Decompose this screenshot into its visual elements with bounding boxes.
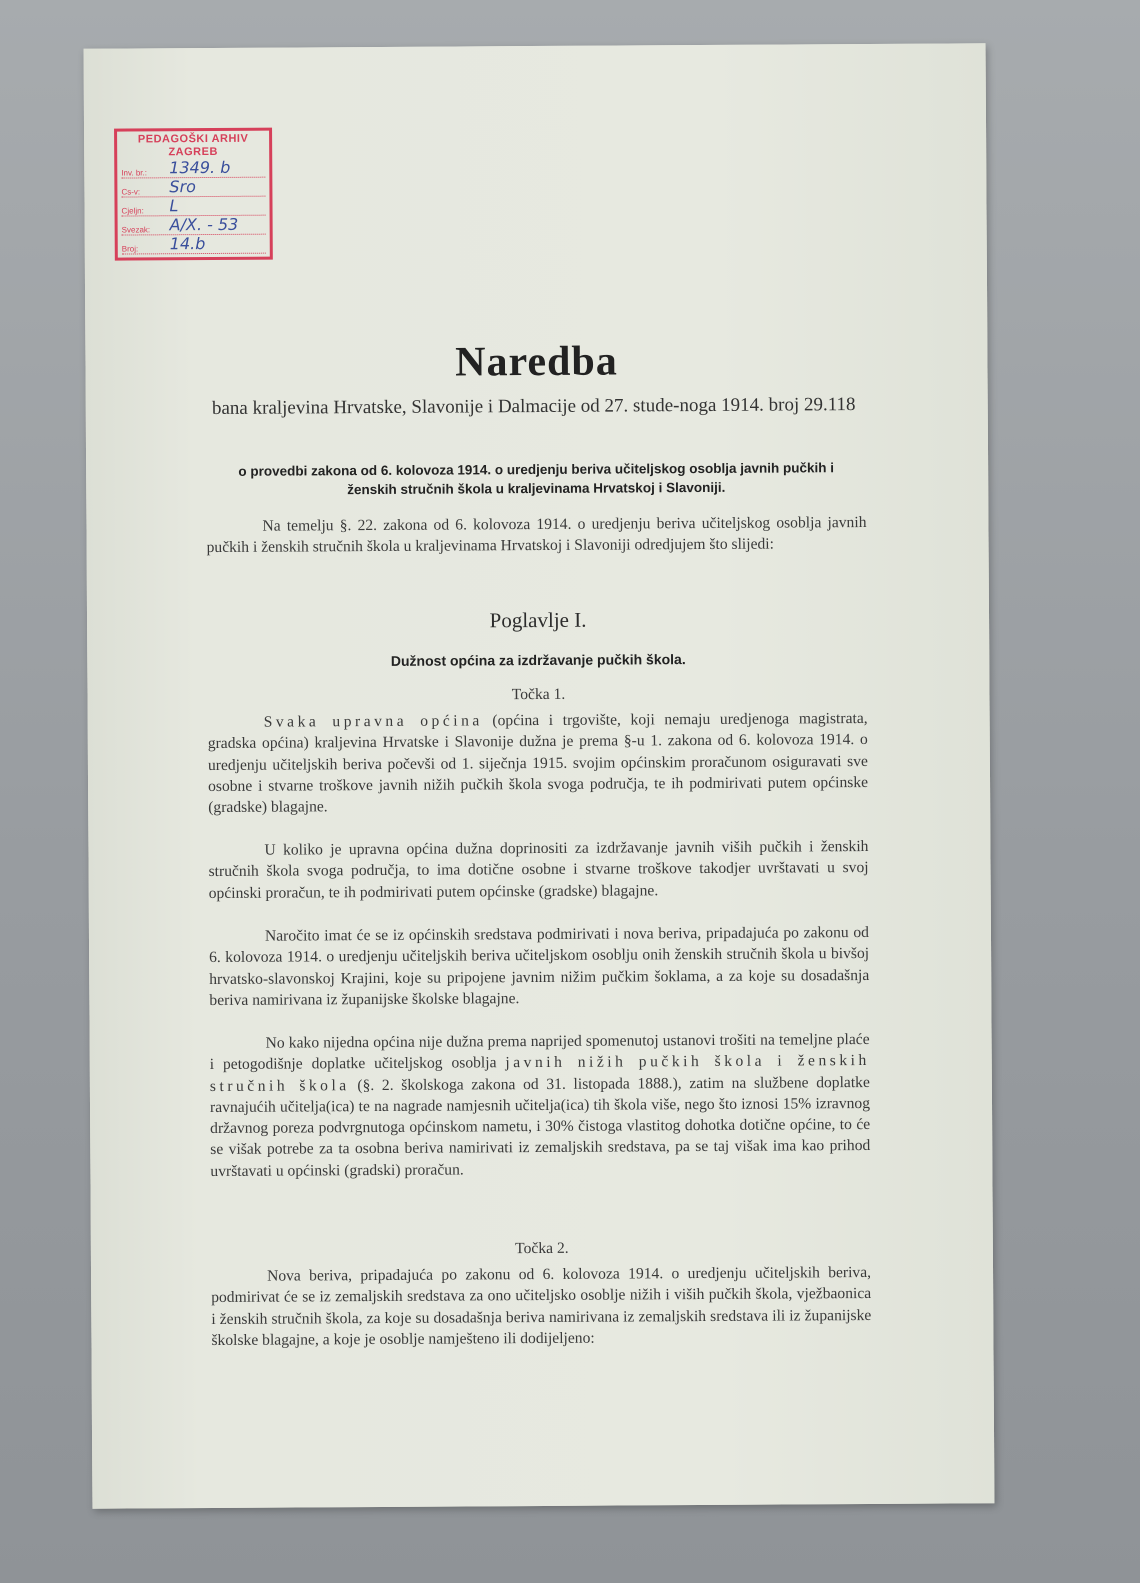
document-title: Naredba xyxy=(455,338,618,386)
stamp-label: Broj: xyxy=(121,244,139,254)
chapter-subheading: Dužnost općina za izdržavanje pučkih škola. xyxy=(390,651,686,669)
paragraph-text: (§. 2. školskoga zakona od 31. listopada 1888.), zatim na službene doplatke ravnajućih učitelja(ica) te na nagrade namjesnih učitelja(ica) tih škola više, nego što iznosi 15% izravnog državnog poreza podvrgnutoga općinskom nametu, i 30% čistoga vlastitog dohotka dotične općine, to će se višak potrebe za ta osobna beriva namirivati iz zemaljskih sredstava, pa se taj višak ima kao prihod uvrštavati u općinski (gradski) proračun. xyxy=(209,1073,871,1180)
archive-stamp xyxy=(114,128,273,261)
paragraph: U koliko je upravna općina dužna doprinositi za izdržavanje javnih viših pučkih i ženskih stručnih škola svoga područja, to ima dotične osobne i stvarne troškove takodjer uvrštavati u svoj općinski proračun, te ih podmirivati putem općinske (gradske) blagajne. xyxy=(208,837,869,902)
document-page xyxy=(84,43,995,1508)
stamp-label: Svezak: xyxy=(121,225,151,235)
document-subtitle: bana kraljevina Hrvatske, Slavonije i Dalmacije od 27. stude-noga 1914. broj 29.118 xyxy=(211,394,856,419)
emphasized-text: javnih nižih pučkih škola i ženskih stručnih škola xyxy=(209,1052,870,1095)
paragraph: Naročito imat će se iz općinskih sredstava podmirivati i nova beriva, pripadajuća po zakonu od 6. kolovoza 1914. o uredjenju učiteljskih beriva učiteljskom osoblju onih ženskih stručnih škola u bivšoj hrvatsko-slavonskoj Krajini, koje su pripojene javnim nižim pučkim šoklama, a za koje su dosadašnja beriva namirivana iz županijske školske blagajne. xyxy=(209,923,870,1009)
stamp-title-1: PEDAGOŠKI ARHIV xyxy=(137,132,249,146)
stamp-label: Inv. br.: xyxy=(121,168,147,178)
stamp-row xyxy=(121,159,265,179)
emphasized-text: Svaka upravna općina xyxy=(263,712,483,731)
paragraph xyxy=(210,1029,871,1182)
paragraph: Nova beriva, pripadajuća po zakonu od 6. kolovoza 1914. o uredjenju učiteljskih beriva, podmirivat će se iz zemaljskih sredstava za ono učiteljsko osoblje nižih i viših pučkih škola, vježbaonica i ženskih stručnih škola, za koje su dosadašnja beriva namirivana iz zemaljskih sredstava ili iz županijske školske blagajne, a koje je osoblje namješteno ili dodijeljeno: xyxy=(211,1263,872,1349)
stamp-row xyxy=(121,178,265,198)
stamp-value: A/X. - 53 xyxy=(169,214,239,235)
section-heading: Točka 1. xyxy=(511,685,566,704)
stamp-title-2: ZAGREB xyxy=(168,145,218,159)
stamp-label: Cjeljn: xyxy=(121,206,144,216)
stamp-row xyxy=(122,235,266,255)
stamp-value: Sro xyxy=(169,177,196,197)
paragraph-text: (općina i trgovište, koji nemaju uredjenoga magistrata, gradska općina) kraljevina Hrvatske i Slavonije dužna je prema §-u 1. zakona od 6. kolovoza 1914. o uredjenju učiteljskih beriva počevši od 1. siječnja 1915. svojim općinskim proračunom osiguravati sve osobne i stvarne troškove javnih nižih pučkih škola svoga područja, te ih podmirivati putem općinske (gradske) blagajne. xyxy=(207,709,869,817)
document-about: o provedbi zakona od 6. kolovoza 1914. o uredjenju beriva učiteljskog osoblja javnih pučkih i ženskih stručnih škola u kraljevinama Hrvatskoj i Slavoniji. xyxy=(238,460,834,498)
section-heading: Točka 2. xyxy=(515,1239,569,1258)
stamp-label: Cs-v: xyxy=(121,187,141,197)
stamp-value: 14.b xyxy=(169,234,206,254)
stamp-value: 1349. b xyxy=(169,157,231,178)
stamp-row xyxy=(122,216,266,236)
stamp-value: L xyxy=(169,196,179,216)
stamp-row xyxy=(121,197,265,217)
chapter-heading: Poglavlje I. xyxy=(489,607,587,633)
paragraph xyxy=(208,708,869,819)
intro-paragraph: Na temelju §. 22. zakona od 6. kolovoza 1914. o uredjenju beriva učiteljskog osoblja javnih pučkih i ženskih stručnih škola u kraljevinama Hrvatskoj i Slavoniji odredjujem što slijedi: xyxy=(206,513,867,557)
paragraph-text: No kako nijedna općina nije dužna prema naprijed spomenutoj ustanovi trošiti na temeljne plaće i petogodišnje doplatke učiteljskog osoblja xyxy=(209,1030,870,1074)
